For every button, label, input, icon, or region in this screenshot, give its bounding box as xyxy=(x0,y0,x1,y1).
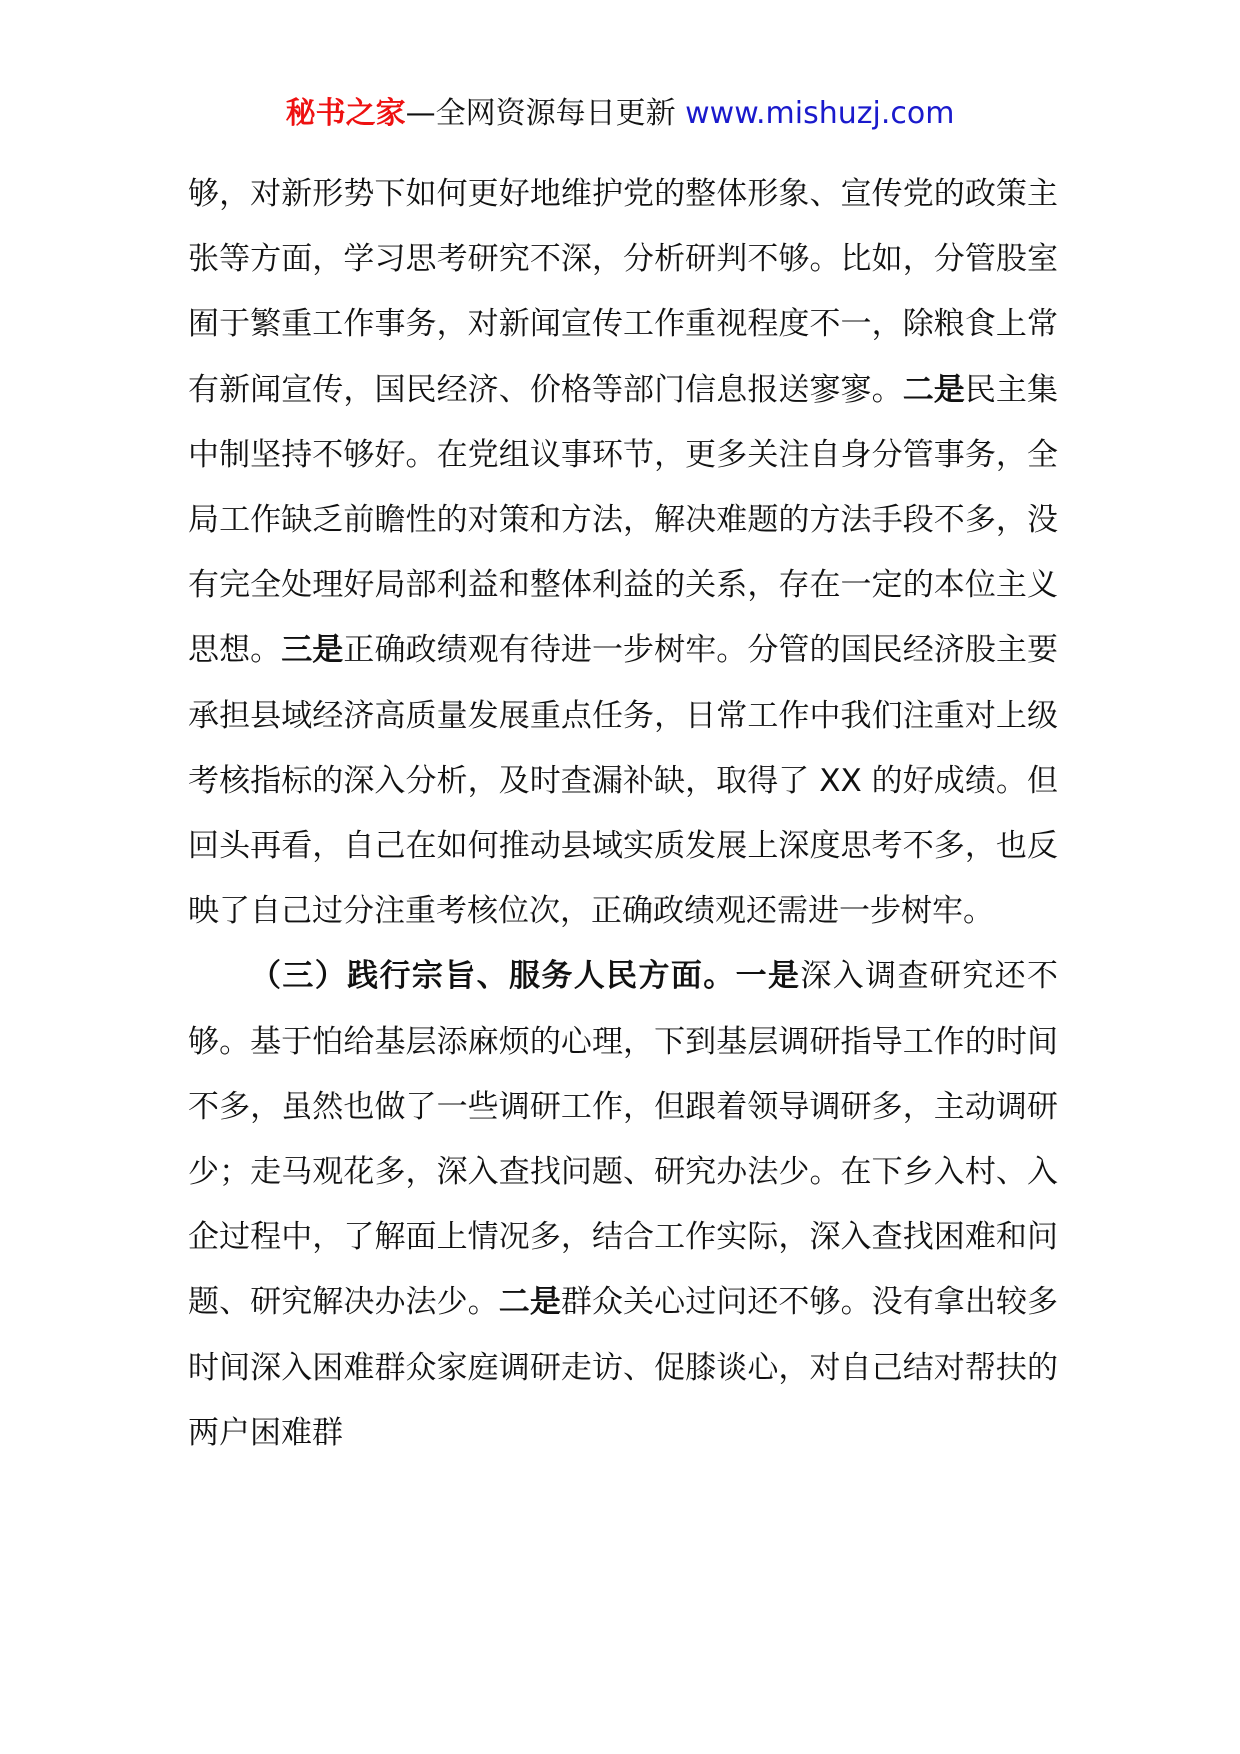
site-brand: 秘书之家 xyxy=(285,96,406,131)
site-header xyxy=(0,92,1240,136)
paragraph-text: 民主集中制坚持不够好。在党组议事环节，更多关注自身分管事务，全局工作缺乏前瞻性的对策和方法，解决难题的方法手段不多，没有完全处理好局部利益和整体利益的关系，存在一定的本位主义思想。 xyxy=(188,371,1059,669)
point-marker-one: 一是 xyxy=(735,958,801,995)
paragraph-section-three xyxy=(188,944,1058,1466)
paragraph-text: 正确政绩观有待进一步树牢。分管的国民经济股主要承担县域经济高质量发展重点任务，日常工作中我们注重对上级考核指标的深入分析，及时查漏补缺，取得了 XX 的好成绩。但回头再看，自己在如何推动县域实质发展上深度思考不多，也反映了自己过分注重考核位次，正确政绩观还需进一步树牢。 xyxy=(188,632,1059,930)
site-url[interactable]: www.mishuzj.com xyxy=(685,96,955,131)
paragraph-text: 够，对新形势下如何更好地维护党的整体形象、宣传党的政策主张等方面，学习思考研究不深，分析研判不够。比如，分管股室囿于繁重工作事务，对新闻宣传工作重视程度不一，除粮食上常有新闻宣传，国民经济、价格等部门信息报送寥寥。 xyxy=(188,176,1058,408)
document-body xyxy=(188,162,1058,1466)
paragraph-text: 群众关心过问还不够。没有拿出较多时间深入困难群众家庭调研走访、促膝谈心，对自己结对帮扶的两户困难群 xyxy=(188,1284,1059,1451)
paragraph-continued xyxy=(188,162,1058,944)
paragraph-text: 深入调查研究还不够。基于怕给基层添麻烦的心理，下到基层调研指导工作的时间不多，虽然也做了一些调研工作，但跟着领导调研多，主动调研少；走马观花多，深入查找问题、研究办法少。在下乡入村、入企过程中，了解面上情况多，结合工作实际，深入查找困难和问题、研究解决办法少。 xyxy=(188,958,1058,1321)
site-tagline: —全网资源每日更新 xyxy=(405,96,686,131)
point-marker-two: 二是 xyxy=(498,1284,561,1321)
point-marker-two: 二是 xyxy=(902,371,965,408)
section-heading: （三）践行宗旨、服务人民方面。 xyxy=(250,958,736,995)
point-marker-three: 三是 xyxy=(281,632,344,669)
